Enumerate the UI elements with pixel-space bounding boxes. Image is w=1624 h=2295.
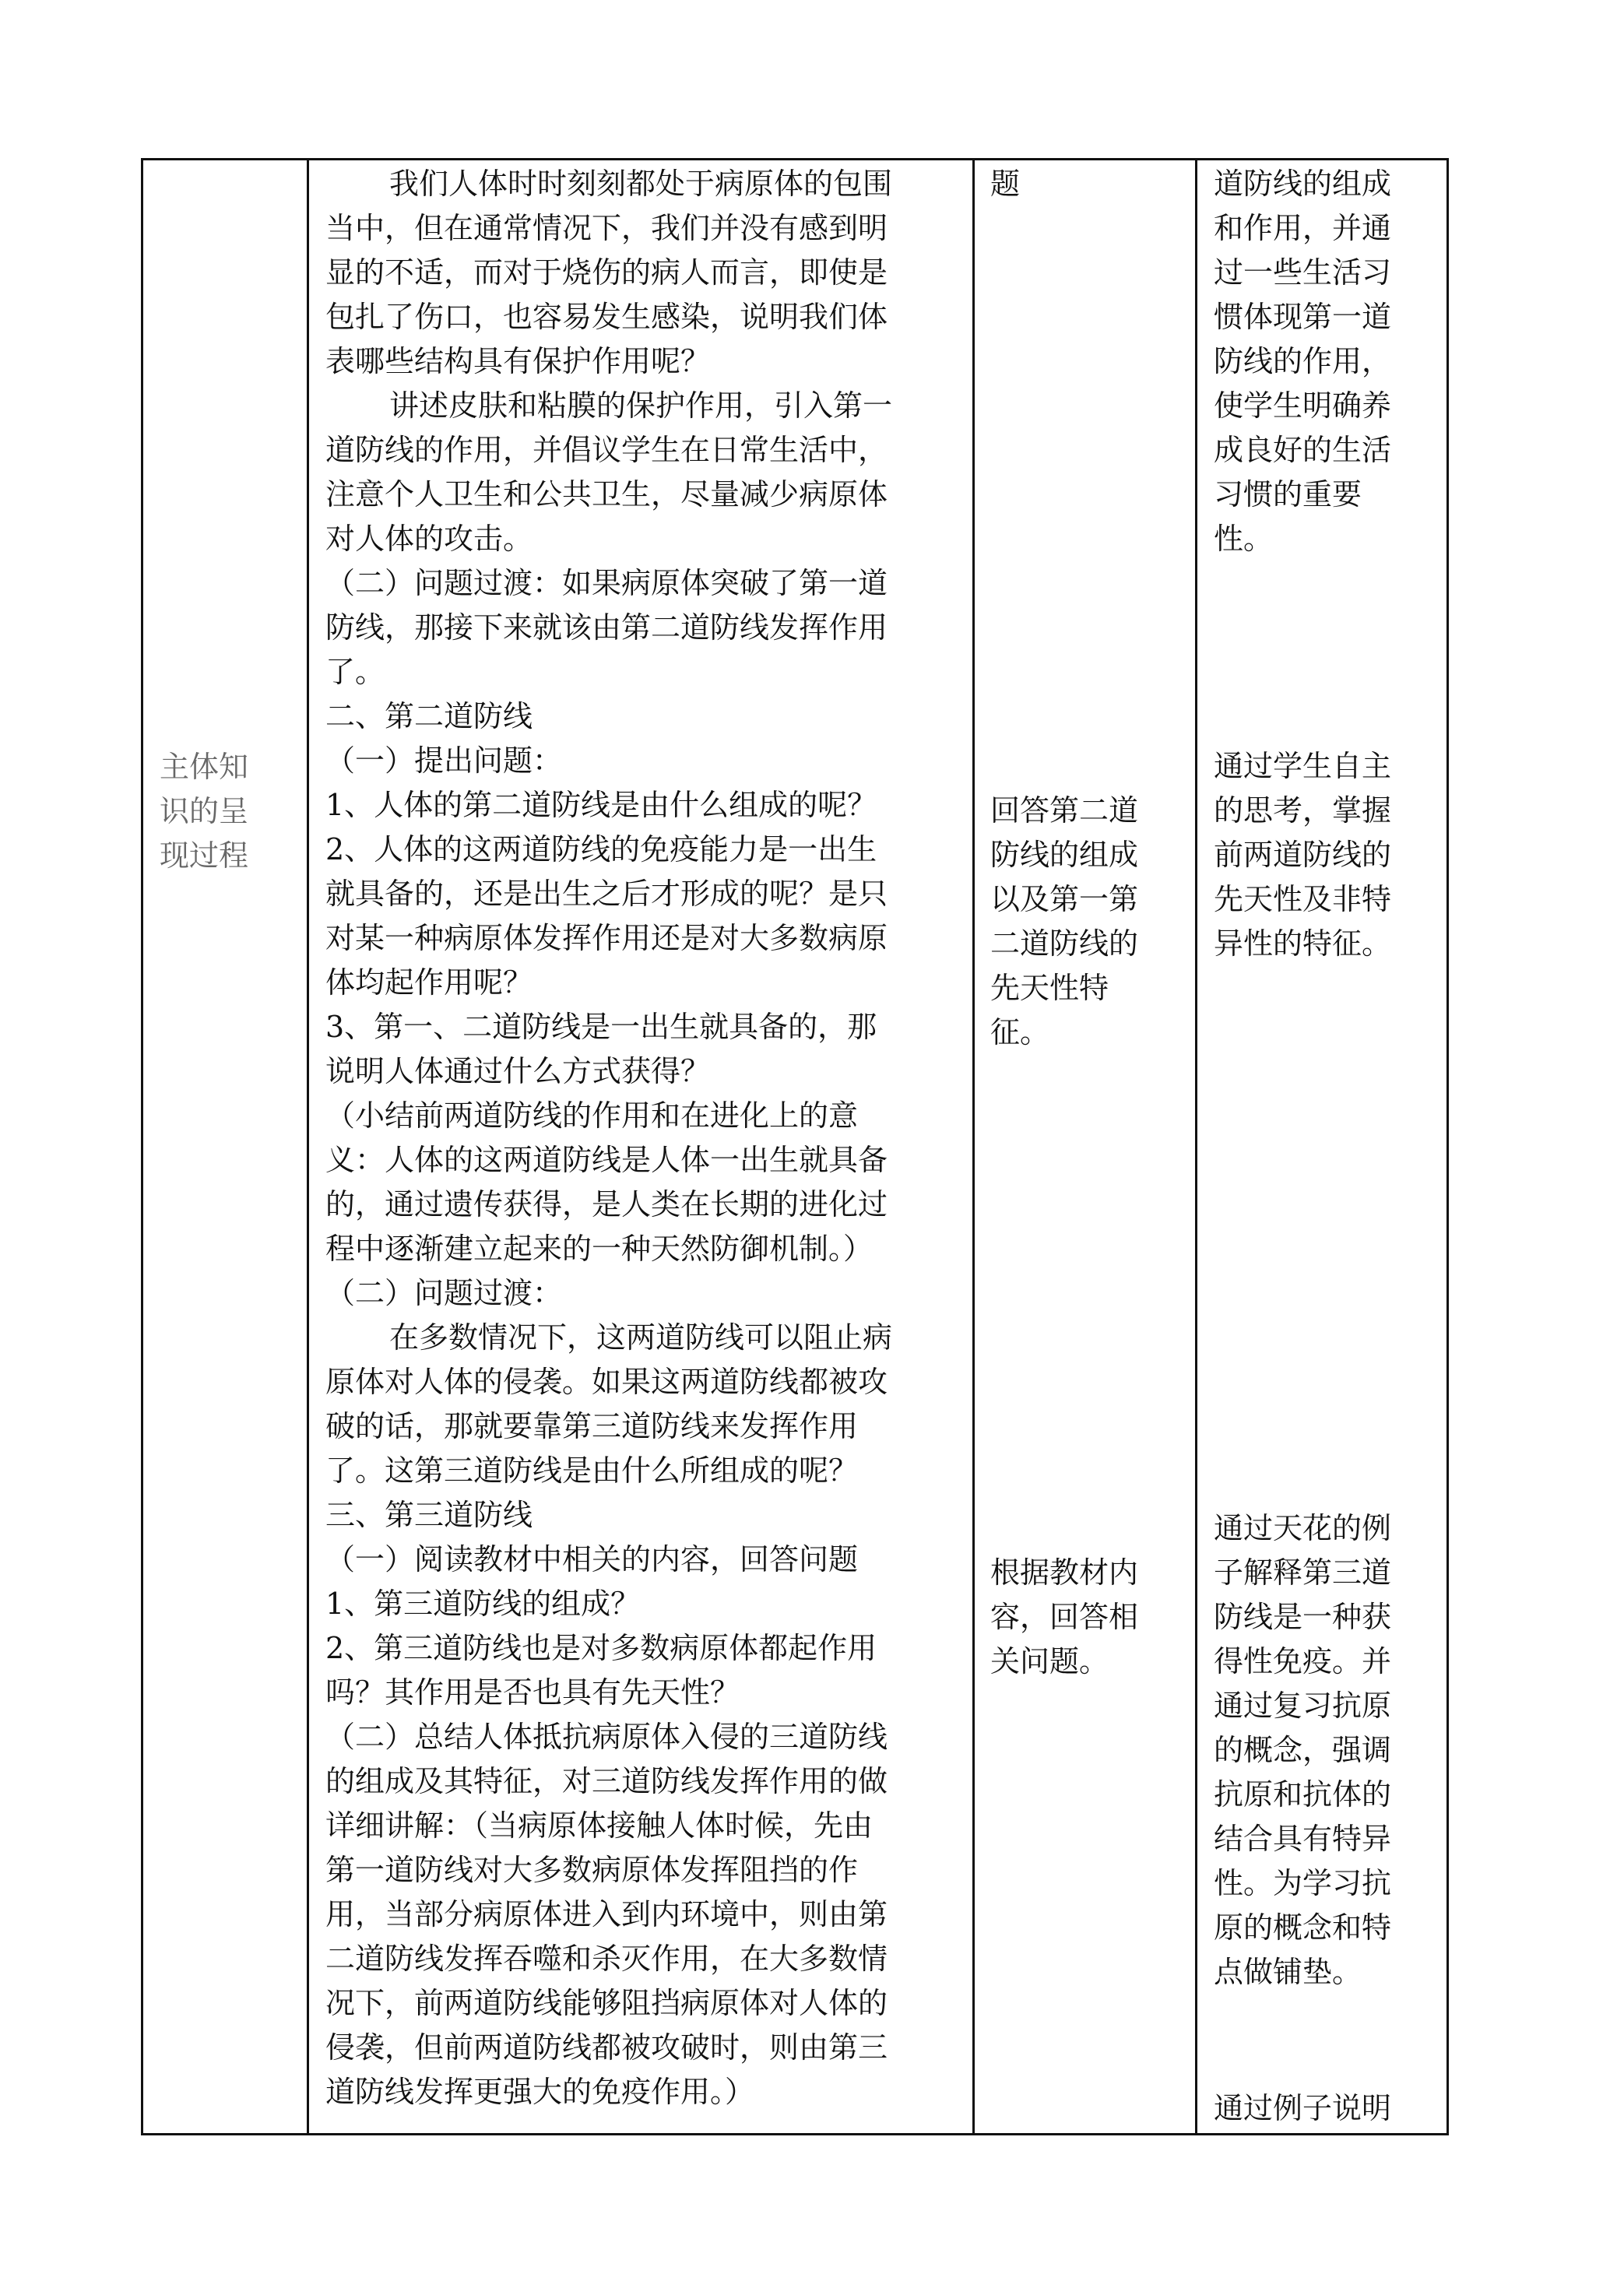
content-line: 破的话，那就要靠第三道防线来发挥作用 xyxy=(325,1409,859,1443)
intent-line: 通过学生自主 xyxy=(1214,749,1392,783)
intent-line: 原的概念和特 xyxy=(1214,1910,1392,1945)
content-line: 三、第三道防线 xyxy=(325,1498,533,1532)
content-line: 况下，前两道防线能够阻挡病原体对人体的 xyxy=(325,1986,888,2020)
student-line: 题 xyxy=(990,167,1021,201)
intent-line: 性。为学习抗 xyxy=(1214,1866,1392,1900)
content-line: 表哪些结构具有保护作用呢？ xyxy=(325,344,711,378)
intent-line: 习惯的重要 xyxy=(1214,477,1362,511)
content-line: 防线，那接下来就该由第二道防线发挥作用 xyxy=(325,610,888,645)
intent-line: 和作用，并通 xyxy=(1214,211,1392,245)
content-line: 道防线发挥更强大的免疫作用。） xyxy=(325,2075,755,2109)
content-line: 2、人体的这两道防线的免疫能力是一出生 xyxy=(325,832,877,866)
content-line: 我们人体时时刻刻都处于病原体的包围 xyxy=(389,167,893,201)
content-line: （一）阅读教材中相关的内容，回答问题 xyxy=(325,1542,859,1576)
intent-line: 惯体现第一道 xyxy=(1214,300,1392,334)
design-intent xyxy=(1214,162,1391,561)
content-line: 1、人体的第二道防线是由什么组成的呢？ xyxy=(325,788,877,822)
content-line: 用，当部分病原体进入到内环境中，则由第 xyxy=(325,1897,888,1931)
content-line: 的组成及其特征，对三道防线发挥作用的做 xyxy=(325,1764,888,1798)
intent-line: 先天性及非特 xyxy=(1214,882,1392,916)
intent-line: 道防线的组成 xyxy=(1214,167,1392,201)
content-line: （二）问题过渡：如果病原体突破了第一道 xyxy=(325,566,888,600)
student-line: 关问题。 xyxy=(990,1644,1109,1678)
content-line: 详细讲解：（当病原体接触人体时候，先由 xyxy=(325,1808,874,1843)
intent-line: 的思考，掌握 xyxy=(1214,793,1392,828)
content-line: 包扎了伤口，也容易发生感染，说明我们体 xyxy=(325,300,888,334)
intent-line: 抗原和抗体的 xyxy=(1214,1777,1392,1812)
intent-line: 过一些生活习 xyxy=(1214,255,1392,290)
content-line: （二）总结人体抵抗病原体入侵的三道防线 xyxy=(325,1720,888,1754)
content-line: 了。 xyxy=(325,655,385,689)
content-line: 义：人体的这两道防线是人体一出生就具备 xyxy=(325,1143,888,1177)
student-line: 以及第一第 xyxy=(990,882,1139,916)
student-line: 回答第二道 xyxy=(990,793,1139,828)
design-intent xyxy=(1214,744,1391,966)
content-line: 对人体的攻击。 xyxy=(325,522,533,556)
content-line: 二、第二道防线 xyxy=(325,699,533,733)
student-activity xyxy=(990,162,1020,206)
intent-line: 通过例子说明 xyxy=(1214,2091,1392,2125)
content-line: 在多数情况下，这两道防线可以阻止病 xyxy=(389,1320,893,1355)
content-line: 的，通过遗传获得，是人类在长期的进化过 xyxy=(325,1187,888,1221)
content-line: 说明人体通过什么方式获得？ xyxy=(325,1054,711,1088)
content-line: 1、第三道防线的组成？ xyxy=(325,1587,641,1621)
design-intent xyxy=(1214,1506,1391,1995)
student-line: 根据教材内 xyxy=(990,1555,1139,1590)
content-line: 吗？其作用是否也具有先天性？ xyxy=(325,1675,740,1710)
column-divider xyxy=(972,158,975,2135)
content-line: 注意个人卫生和公共卫生，尽量减少病原体 xyxy=(325,477,888,511)
content-line: 原体对人体的侵袭。如果这两道防线都被攻 xyxy=(325,1365,888,1399)
student-activity xyxy=(990,1551,1138,1684)
intent-line: 防线的作用， xyxy=(1214,344,1392,378)
content-line: 显的不适，而对于烧伤的病人而言，即使是 xyxy=(325,255,888,290)
intent-line: 使学生明确养 xyxy=(1214,388,1392,423)
content-line: 对某一种病原体发挥作用还是对大多数病原 xyxy=(325,921,888,955)
intent-line: 防线是一种获 xyxy=(1214,1600,1392,1634)
student-activity xyxy=(990,789,1138,1055)
column-divider xyxy=(1195,158,1197,2135)
intent-line: 得性免疫。并 xyxy=(1214,1644,1392,1678)
design-intent xyxy=(1214,2086,1391,2131)
content-line: 就具备的，还是出生之后才形成的呢？是只 xyxy=(325,877,888,911)
content-line: 2、第三道防线也是对多数病原体都起作用 xyxy=(325,1631,877,1665)
content-line: 当中，但在通常情况下，我们并没有感到明 xyxy=(325,211,888,245)
content-line: 道防线的作用，并倡议学生在日常生活中， xyxy=(325,433,888,467)
section-label-line: 主体知 xyxy=(160,750,249,784)
content-line: （小结前两道防线的作用和在进化上的意 xyxy=(325,1098,859,1133)
content-line: （二）问题过渡： xyxy=(325,1276,563,1310)
intent-line: 点做铺垫。 xyxy=(1214,1955,1362,1989)
teaching-content xyxy=(325,162,892,2114)
intent-line: 通过复习抗原 xyxy=(1214,1689,1392,1723)
intent-line: 的概念，强调 xyxy=(1214,1733,1392,1767)
content-line: 侵袭，但前两道防线都被攻破时，则由第三 xyxy=(325,2030,888,2065)
student-line: 容，回答相 xyxy=(990,1600,1139,1634)
content-line: 了。这第三道防线是由什么所组成的呢？ xyxy=(325,1453,859,1488)
intent-line: 子解释第三道 xyxy=(1214,1555,1392,1590)
content-line: 二道防线发挥吞噬和杀灭作用，在大多数情 xyxy=(325,1942,888,1976)
student-line: 二道防线的 xyxy=(990,926,1139,961)
content-line: 第一道防线对大多数病原体发挥阻挡的作 xyxy=(325,1853,859,1887)
intent-line: 结合具有特异 xyxy=(1214,1822,1392,1856)
content-line: 3、第一、二道防线是一出生就具备的，那 xyxy=(325,1010,877,1044)
content-line: 程中逐渐建立起来的一种天然防御机制。） xyxy=(325,1232,874,1266)
content-line: （一）提出问题： xyxy=(325,743,563,778)
student-line: 征。 xyxy=(990,1015,1050,1049)
intent-line: 异性的特征。 xyxy=(1214,926,1392,961)
intent-line: 成良好的生活 xyxy=(1214,433,1392,467)
content-line: 讲述皮肤和粘膜的保护作用，引入第一 xyxy=(389,388,893,423)
section-label xyxy=(160,745,248,878)
content-line: 体均起作用呢？ xyxy=(325,965,533,1000)
student-line: 先天性特 xyxy=(990,971,1109,1005)
intent-line: 性。 xyxy=(1214,522,1274,556)
section-label-line: 现过程 xyxy=(160,838,249,873)
intent-line: 前两道防线的 xyxy=(1214,838,1392,872)
intent-line: 通过天花的例 xyxy=(1214,1511,1392,1545)
student-line: 防线的组成 xyxy=(990,838,1139,872)
column-divider xyxy=(307,158,309,2135)
section-label-line: 识的呈 xyxy=(160,794,249,828)
